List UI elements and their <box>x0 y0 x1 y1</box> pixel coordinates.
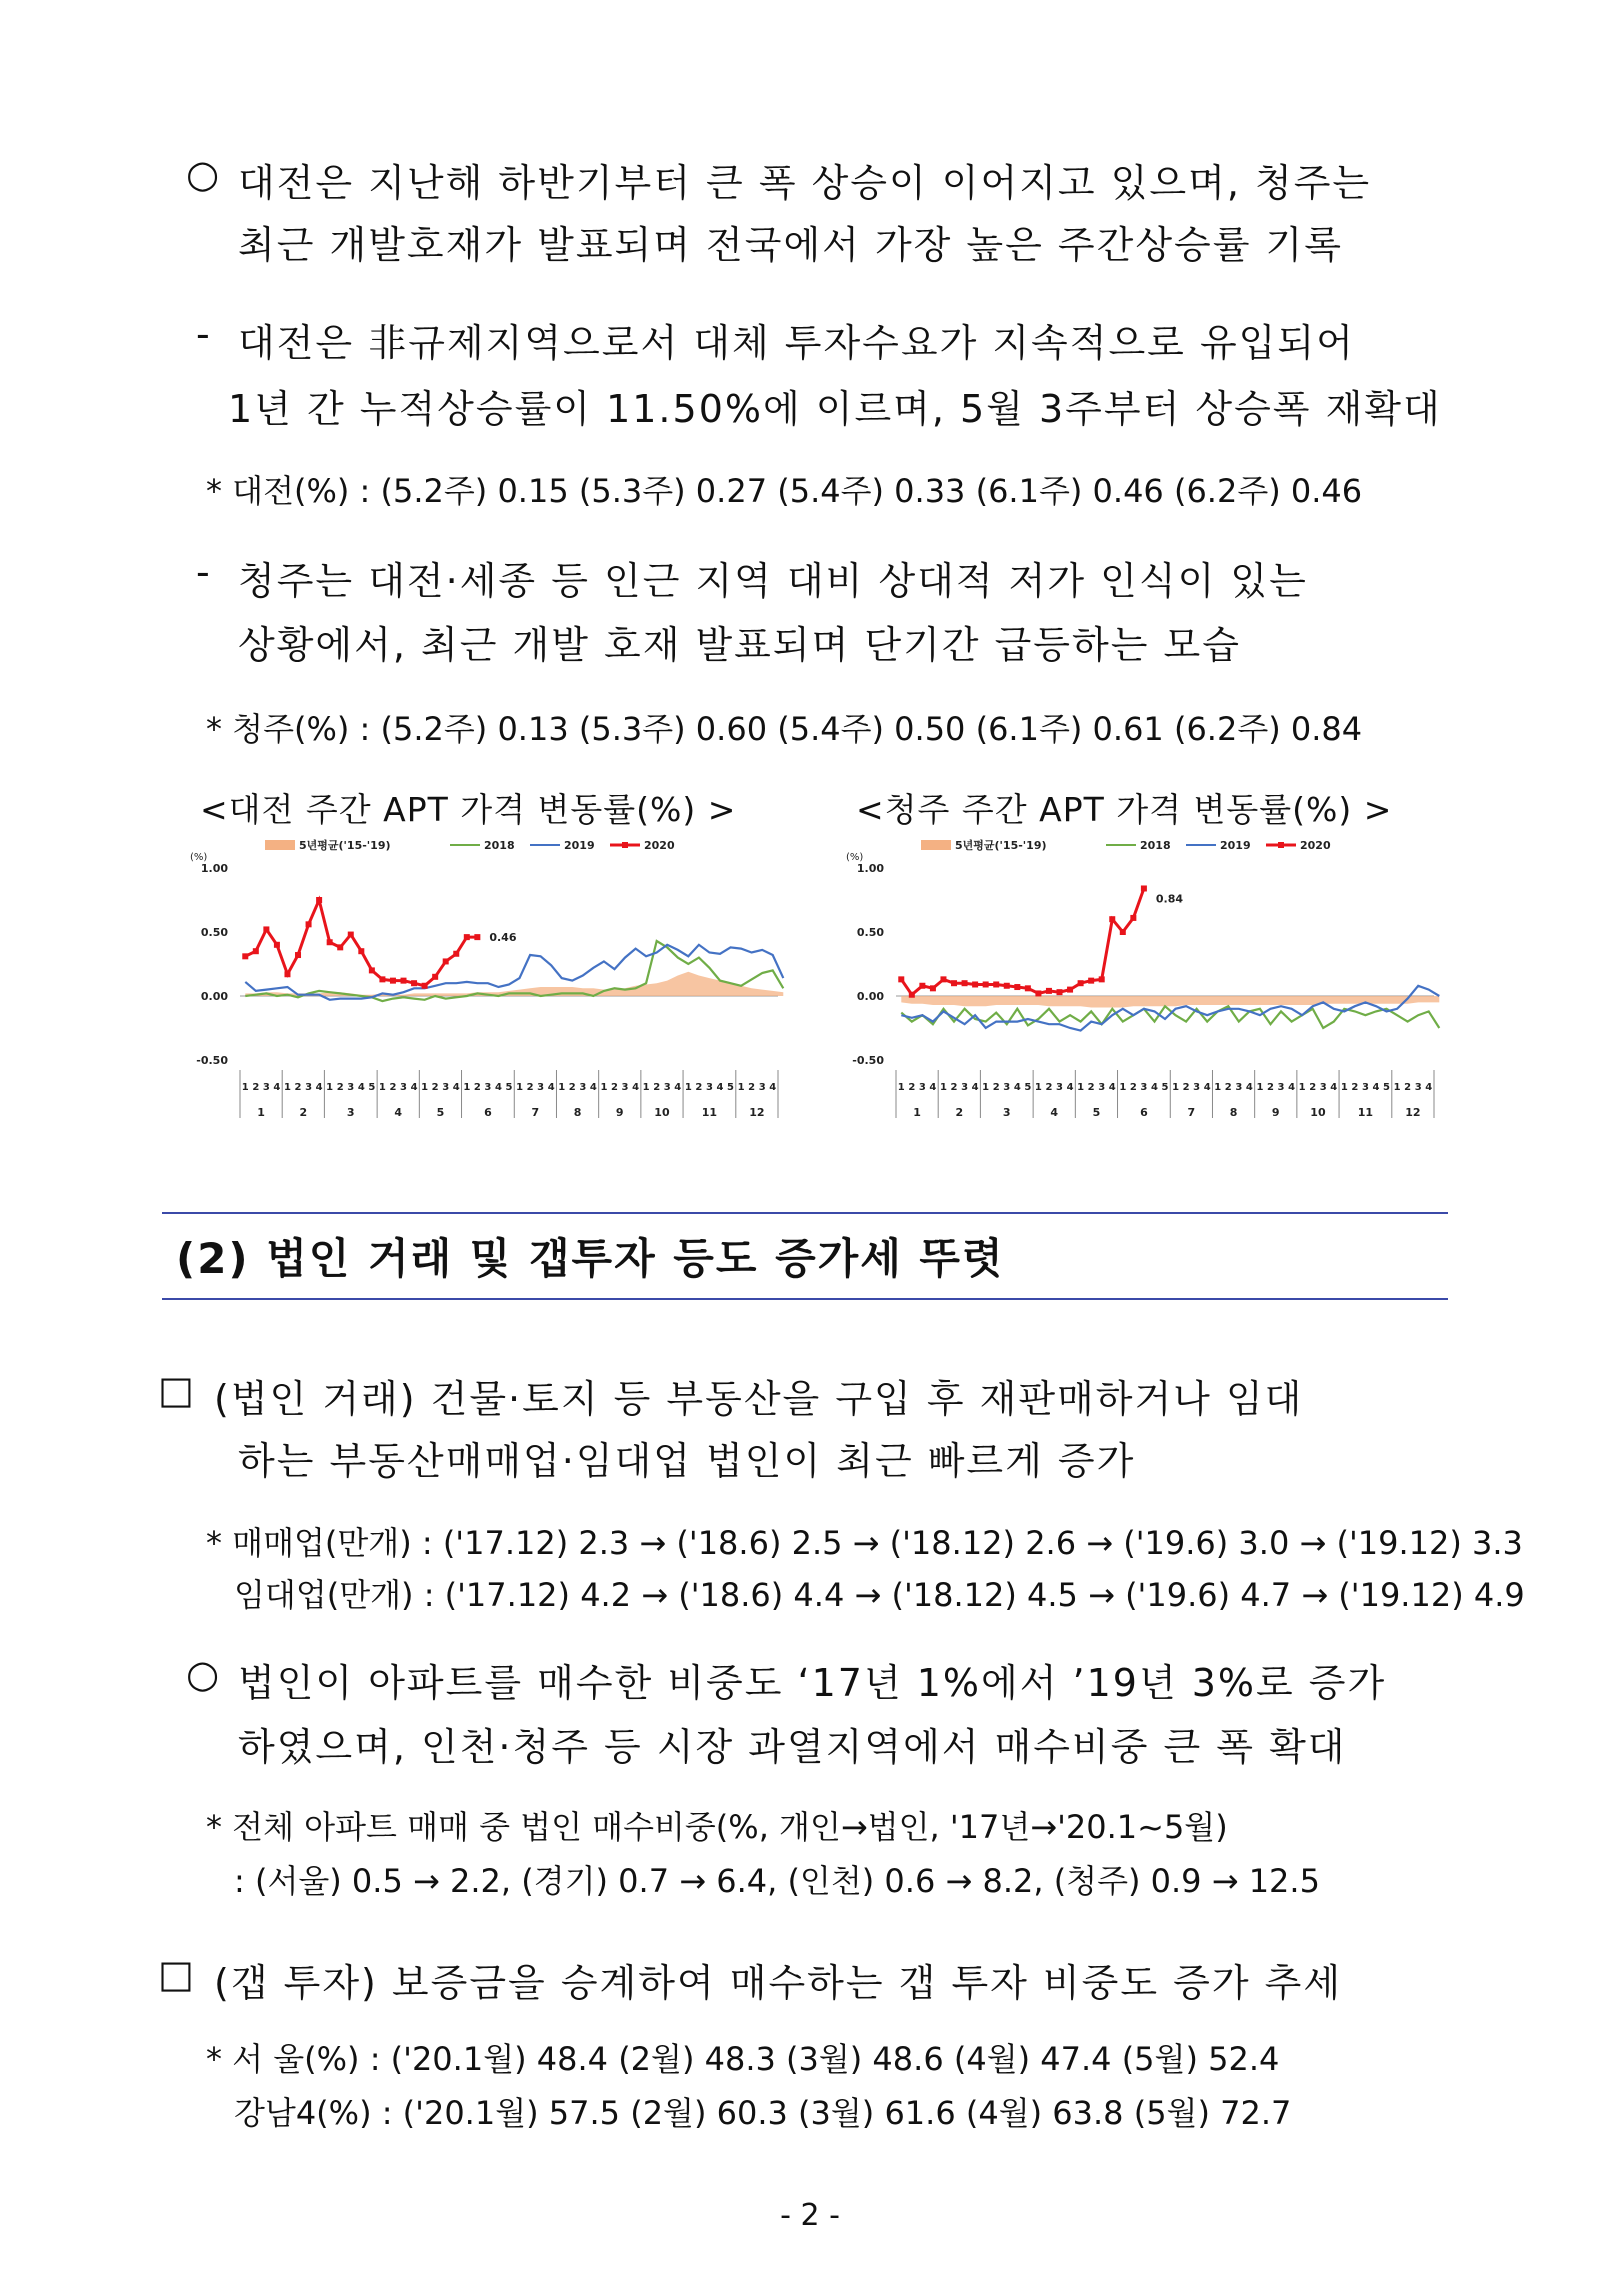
x-week-tick-label: 1 <box>1119 1082 1127 1093</box>
x-week-tick-label: 3 <box>1056 1082 1063 1093</box>
x-month-label: 6 <box>1140 1106 1148 1119</box>
x-week-tick-label: 2 <box>1182 1082 1190 1093</box>
x-month-label: 2 <box>299 1106 308 1119</box>
x-week-tick-label: 4 <box>971 1082 979 1093</box>
x-month-label: 2 <box>955 1106 964 1119</box>
legend-swatch <box>265 840 295 850</box>
x-week-tick-label: 2 <box>653 1082 661 1093</box>
series-marker-2020 <box>1099 976 1105 982</box>
x-week-tick-label: 2 <box>1404 1082 1412 1093</box>
x-week-tick-label: 2 <box>992 1082 1000 1093</box>
x-week-tick-label: 4 <box>452 1082 460 1093</box>
x-week-tick-label: 3 <box>484 1082 492 1093</box>
legend-label: 2020 <box>644 839 675 852</box>
dash-marker: - <box>196 550 212 594</box>
y-tick-label: 1.00 <box>856 862 884 875</box>
series-marker-2020 <box>1046 988 1052 994</box>
series-marker-2020 <box>295 952 301 958</box>
x-week-tick-label: 3 <box>442 1082 450 1093</box>
data-annotation-label: 0.84 <box>1155 892 1184 906</box>
x-month-label: 9 <box>1271 1106 1280 1119</box>
x-month-label: 3 <box>1002 1106 1011 1119</box>
x-week-tick-label: 2 <box>1351 1082 1359 1093</box>
x-week-tick-label: 2 <box>252 1082 260 1093</box>
x-week-tick-label: 4 <box>315 1082 323 1093</box>
note-gap-gangnam: 강남4(%) : ('20.1월) 57.5 (2월) 60.3 (3월) 61.6 (4월) 63.8 (5월) 72.7 <box>234 2094 1292 2132</box>
series-marker-2020 <box>316 897 322 903</box>
x-month-label: 7 <box>1187 1106 1196 1119</box>
para3-line1: 청주는 대전·세종 등 인근 지역 대비 상대적 저가 인식이 있는 <box>238 559 1308 603</box>
series-marker-2020 <box>1120 929 1126 935</box>
x-week-tick-label: 2 <box>473 1082 481 1093</box>
x-week-tick-label: 3 <box>347 1082 355 1093</box>
x-week-tick-label: 5 <box>1024 1082 1032 1093</box>
x-week-tick-label: 4 <box>547 1082 555 1093</box>
x-week-tick-label: 2 <box>568 1082 576 1093</box>
series-marker-2020 <box>972 981 978 987</box>
x-week-tick-label: 2 <box>1087 1082 1095 1093</box>
series-marker-2020 <box>263 926 269 932</box>
x-week-tick-label: 1 <box>241 1082 249 1093</box>
x-week-tick-label: 1 <box>1298 1082 1306 1093</box>
bullet-circle: ○ <box>186 1652 222 1696</box>
daejeon-price-chart <box>170 838 790 1120</box>
x-week-tick-label: 1 <box>558 1082 566 1093</box>
x-week-tick-label: 3 <box>579 1082 587 1093</box>
legend-label: 2020 <box>1300 839 1331 852</box>
x-month-label: 8 <box>1229 1106 1238 1119</box>
note-gap-seoul: * 서 울(%) : ('20.1월) 48.4 (2월) 48.3 (3월) 48.6 (4월) 47.4 (5월) 52.4 <box>206 2040 1280 2078</box>
series-marker-2020 <box>898 976 904 982</box>
checkbox-square-marker: □ <box>158 1368 196 1412</box>
x-week-tick-label: 4 <box>1013 1082 1021 1093</box>
series-marker-2020 <box>474 934 480 940</box>
legend-label: 2018 <box>1140 839 1171 852</box>
series-marker-2020 <box>1109 916 1115 922</box>
series-marker-2020 <box>274 942 280 948</box>
x-week-tick-label: 1 <box>378 1082 386 1093</box>
checkbox-square-marker: □ <box>158 1952 196 1996</box>
series-marker-2020 <box>951 980 957 986</box>
x-week-tick-label: 3 <box>1098 1082 1106 1093</box>
series-marker-2020 <box>1035 990 1041 996</box>
series-marker-2020 <box>1014 984 1020 990</box>
x-week-tick-label: 5 <box>727 1082 735 1093</box>
para1-line2: 최근 개발호재가 발표되며 전국에서 가장 높은 주간상승률 기록 <box>238 223 1343 267</box>
x-week-tick-label: 1 <box>326 1082 334 1093</box>
x-week-tick-label: 3 <box>621 1082 629 1093</box>
x-week-tick-label: 2 <box>389 1082 397 1093</box>
x-week-tick-label: 1 <box>600 1082 608 1093</box>
x-week-tick-label: 3 <box>1003 1082 1011 1093</box>
note-corp-share-line1: * 전체 아파트 매매 중 법인 매수비중(%, 개인→법인, '17년→'20.1~5월) <box>206 1808 1228 1846</box>
x-week-tick-label: 3 <box>1193 1082 1201 1093</box>
series-marker-2020 <box>348 932 354 938</box>
x-month-label: 9 <box>615 1106 624 1119</box>
series-marker-2020 <box>1057 989 1063 995</box>
y-tick-label: 0.50 <box>200 926 228 939</box>
x-week-tick-label: 4 <box>1203 1082 1211 1093</box>
x-week-tick-label: 4 <box>1150 1082 1158 1093</box>
x-month-label: 5 <box>436 1106 445 1119</box>
series-marker-2020 <box>253 948 259 954</box>
series-marker-2020 <box>390 978 396 984</box>
x-week-tick-label: 3 <box>262 1082 270 1093</box>
legend-marker <box>1278 842 1284 848</box>
x-week-tick-label: 2 <box>1309 1082 1317 1093</box>
note-cheongju: * 청주(%) : (5.2주) 0.13 (5.3주) 0.60 (5.4주) 0.50 (6.1주) 0.61 (6.2주) 0.84 <box>206 710 1363 748</box>
x-week-tick-label: 1 <box>684 1082 692 1093</box>
series-marker-2020 <box>1025 985 1031 991</box>
data-annotation-label: 0.46 <box>489 931 517 945</box>
x-week-tick-label: 3 <box>1319 1082 1327 1093</box>
x-week-tick-label: 4 <box>1066 1082 1074 1093</box>
series-marker-2020 <box>1088 978 1094 984</box>
para1-line1: 대전은 지난해 하반기부터 큰 폭 상승이 이어지고 있으며, 청주는 <box>238 161 1372 205</box>
x-week-tick-label: 4 <box>1108 1082 1116 1093</box>
x-week-tick-label: 1 <box>463 1082 471 1093</box>
x-week-tick-label: 2 <box>294 1082 302 1093</box>
series-line-2020 <box>901 889 1144 995</box>
series-marker-2020 <box>464 934 470 940</box>
x-week-tick-label: 4 <box>494 1082 502 1093</box>
x-week-tick-label: 1 <box>897 1082 905 1093</box>
x-week-tick-label: 2 <box>908 1082 916 1093</box>
x-month-label: 10 <box>1310 1106 1326 1119</box>
x-week-tick-label: 3 <box>663 1082 671 1093</box>
series-line-2019 <box>901 986 1439 1031</box>
x-week-tick-label: 1 <box>1393 1082 1401 1093</box>
x-month-label: 11 <box>701 1106 718 1119</box>
series-marker-2020 <box>453 951 459 957</box>
x-week-tick-label: 4 <box>1330 1082 1338 1093</box>
y-axis-unit: (%) <box>190 852 208 863</box>
x-week-tick-label: 4 <box>769 1082 777 1093</box>
section-title: (2) 법인 거래 및 갭투자 등도 증가세 뚜렷 <box>176 1234 1005 1283</box>
x-week-tick-label: 1 <box>1077 1082 1085 1093</box>
series-marker-2020 <box>1130 915 1136 921</box>
y-tick-label: -0.50 <box>196 1054 228 1067</box>
x-week-tick-label: 3 <box>1361 1082 1369 1093</box>
para4-line1: (법인 거래) 건물·토지 등 부동산을 구입 후 재판매하거나 임대 <box>214 1377 1304 1421</box>
x-week-tick-label: 1 <box>1256 1082 1264 1093</box>
legend-label: 2018 <box>484 839 515 852</box>
x-week-tick-label: 1 <box>1172 1082 1180 1093</box>
para4-line2: 하는 부동산매매업·임대업 법인이 최근 빠르게 증가 <box>238 1439 1136 1483</box>
series-marker-2020 <box>369 967 375 973</box>
series-marker-2020 <box>401 978 407 984</box>
series-marker-2020 <box>306 921 312 927</box>
y-axis-unit: (%) <box>846 852 864 863</box>
x-week-tick-label: 3 <box>705 1082 713 1093</box>
y-tick-label: 0.50 <box>856 926 884 939</box>
y-tick-label: 0.00 <box>856 990 884 1003</box>
x-week-tick-label: 3 <box>400 1082 407 1093</box>
para5-line1: 법인이 아파트를 매수한 비중도 ‘17년 1%에서 ’19년 3%로 증가 <box>238 1661 1387 1705</box>
bullet-circle: ○ <box>186 152 222 196</box>
x-week-tick-label: 3 <box>1414 1082 1422 1093</box>
x-week-tick-label: 3 <box>1140 1082 1148 1093</box>
legend-label: 5년평균('15-'19) <box>955 839 1047 852</box>
series-marker-2020 <box>379 976 385 982</box>
note-corp-share-line2: : (서울) 0.5 → 2.2, (경기) 0.7 → 6.4, (인천) 0.6 → 8.2, (청주) 0.9 → 12.5 <box>234 1862 1320 1900</box>
x-month-label: 10 <box>654 1106 670 1119</box>
series-marker-2020 <box>962 980 968 986</box>
x-month-label: 4 <box>394 1106 403 1119</box>
x-week-tick-label: 1 <box>1034 1082 1042 1093</box>
x-week-tick-label: 3 <box>305 1082 313 1093</box>
series-line-2020 <box>245 900 477 986</box>
para2-line2: 1년 간 누적상승률이 11.50%에 이르며, 5월 3주부터 상승폭 재확대 <box>228 387 1442 431</box>
x-week-tick-label: 2 <box>526 1082 534 1093</box>
para6-line1: (갭 투자) 보증금을 승계하여 매수하는 갭 투자 비중도 증가 추세 <box>214 1961 1343 2005</box>
legend-marker <box>622 842 628 848</box>
x-month-label: 1 <box>257 1106 265 1119</box>
x-month-label: 3 <box>346 1106 355 1119</box>
x-month-label: 5 <box>1092 1106 1101 1119</box>
x-week-tick-label: 1 <box>982 1082 990 1093</box>
series-marker-2020 <box>930 985 936 991</box>
x-week-tick-label: 3 <box>918 1082 926 1093</box>
x-week-tick-label: 2 <box>1224 1082 1232 1093</box>
para5-line2: 하였으며, 인천·청주 등 시장 과열지역에서 매수비중 큰 폭 확대 <box>238 1725 1347 1769</box>
series-marker-2020 <box>284 971 290 977</box>
legend-label: 5년평균('15-'19) <box>299 839 391 852</box>
x-month-label: 12 <box>749 1106 765 1119</box>
para2-line1: 대전은 非규제지역으로서 대체 투자수요가 지속적으로 유입되어 <box>238 321 1355 365</box>
series-marker-2020 <box>1141 885 1147 891</box>
series-marker-2020 <box>242 953 248 959</box>
x-week-tick-label: 4 <box>632 1082 640 1093</box>
x-week-tick-label: 2 <box>336 1082 344 1093</box>
series-marker-2020 <box>1078 980 1084 986</box>
x-week-tick-label: 4 <box>273 1082 281 1093</box>
x-week-tick-label: 2 <box>950 1082 958 1093</box>
cheongju-price-chart <box>826 838 1446 1120</box>
x-week-tick-label: 1 <box>1214 1082 1222 1093</box>
note-corporations-line1: * 매매업(만개) : ('17.12) 2.3 → ('18.6) 2.5 → ('18.12) 2.6 → ('19.6) 3.0 → ('19.12) 3.3 <box>206 1524 1523 1562</box>
y-tick-label: -0.50 <box>852 1054 884 1067</box>
x-week-tick-label: 2 <box>1045 1082 1053 1093</box>
x-week-tick-label: 4 <box>674 1082 682 1093</box>
x-week-tick-label: 2 <box>1129 1082 1137 1093</box>
x-week-tick-label: 4 <box>1372 1082 1380 1093</box>
x-week-tick-label: 1 <box>939 1082 947 1093</box>
series-marker-2020 <box>432 974 438 980</box>
legend-swatch <box>921 840 951 850</box>
x-month-label: 8 <box>573 1106 582 1119</box>
para3-line2: 상황에서, 최근 개발 호재 발표되며 단기간 급등하는 모습 <box>238 623 1241 667</box>
x-week-tick-label: 4 <box>1288 1082 1296 1093</box>
note-corporations-line2: 임대업(만개) : ('17.12) 4.2 → ('18.6) 4.4 → ('18.12) 4.5 → ('19.6) 4.7 → ('19.12) 4.9 <box>234 1576 1525 1614</box>
x-week-tick-label: 2 <box>431 1082 439 1093</box>
x-week-tick-label: 2 <box>748 1082 756 1093</box>
x-week-tick-label: 1 <box>421 1082 429 1093</box>
x-week-tick-label: 2 <box>695 1082 703 1093</box>
series-marker-2020 <box>909 992 915 998</box>
note-daejeon: * 대전(%) : (5.2주) 0.15 (5.3주) 0.27 (5.4주) 0.33 (6.1주) 0.46 (6.2주) 0.46 <box>206 472 1363 510</box>
y-tick-label: 0.00 <box>200 990 228 1003</box>
x-week-tick-label: 1 <box>516 1082 524 1093</box>
series-marker-2020 <box>422 983 428 989</box>
page-number: - 2 - <box>780 2198 840 2233</box>
x-week-tick-label: 2 <box>611 1082 618 1093</box>
x-month-label: 11 <box>1357 1106 1374 1119</box>
series-marker-2020 <box>919 983 925 989</box>
series-marker-2020 <box>1067 987 1073 993</box>
x-week-tick-label: 3 <box>961 1082 969 1093</box>
x-week-tick-label: 4 <box>1425 1082 1433 1093</box>
series-marker-2020 <box>327 939 333 945</box>
series-marker-2020 <box>443 958 449 964</box>
x-week-tick-label: 5 <box>505 1082 513 1093</box>
chart-title-daejeon: <대전 주간 APT 가격 변동률(%) > <box>200 790 737 829</box>
series-marker-2020 <box>411 980 417 986</box>
series-marker-2020 <box>358 948 364 954</box>
x-month-label: 12 <box>1405 1106 1421 1119</box>
x-week-tick-label: 3 <box>537 1082 545 1093</box>
x-week-tick-label: 5 <box>368 1082 376 1093</box>
x-week-tick-label: 4 <box>929 1082 937 1093</box>
legend-label: 2019 <box>564 839 595 852</box>
dash-marker: - <box>196 312 212 356</box>
x-month-label: 4 <box>1050 1106 1059 1119</box>
x-week-tick-label: 1 <box>1340 1082 1348 1093</box>
x-month-label: 1 <box>913 1106 921 1119</box>
series-marker-2020 <box>993 981 999 987</box>
x-week-tick-label: 2 <box>1267 1082 1274 1093</box>
x-week-tick-label: 3 <box>1277 1082 1285 1093</box>
x-week-tick-label: 5 <box>1161 1082 1169 1093</box>
chart-title-cheongju: <청주 주간 APT 가격 변동률(%) > <box>856 790 1393 829</box>
series-marker-2020 <box>1004 983 1010 989</box>
y-tick-label: 1.00 <box>200 862 228 875</box>
legend-label: 2019 <box>1220 839 1251 852</box>
x-week-tick-label: 3 <box>1235 1082 1243 1093</box>
x-week-tick-label: 4 <box>357 1082 365 1093</box>
x-week-tick-label: 4 <box>410 1082 418 1093</box>
x-month-label: 6 <box>484 1106 492 1119</box>
x-week-tick-label: 4 <box>1245 1082 1253 1093</box>
series-marker-2020 <box>983 981 989 987</box>
x-week-tick-label: 3 <box>758 1082 766 1093</box>
x-month-label: 7 <box>531 1106 540 1119</box>
x-week-tick-label: 4 <box>589 1082 597 1093</box>
x-week-tick-label: 1 <box>737 1082 745 1093</box>
series-marker-2020 <box>940 976 946 982</box>
x-week-tick-label: 5 <box>1383 1082 1391 1093</box>
x-week-tick-label: 4 <box>716 1082 724 1093</box>
x-week-tick-label: 1 <box>642 1082 650 1093</box>
series-marker-2020 <box>337 944 343 950</box>
x-week-tick-label: 1 <box>283 1082 291 1093</box>
